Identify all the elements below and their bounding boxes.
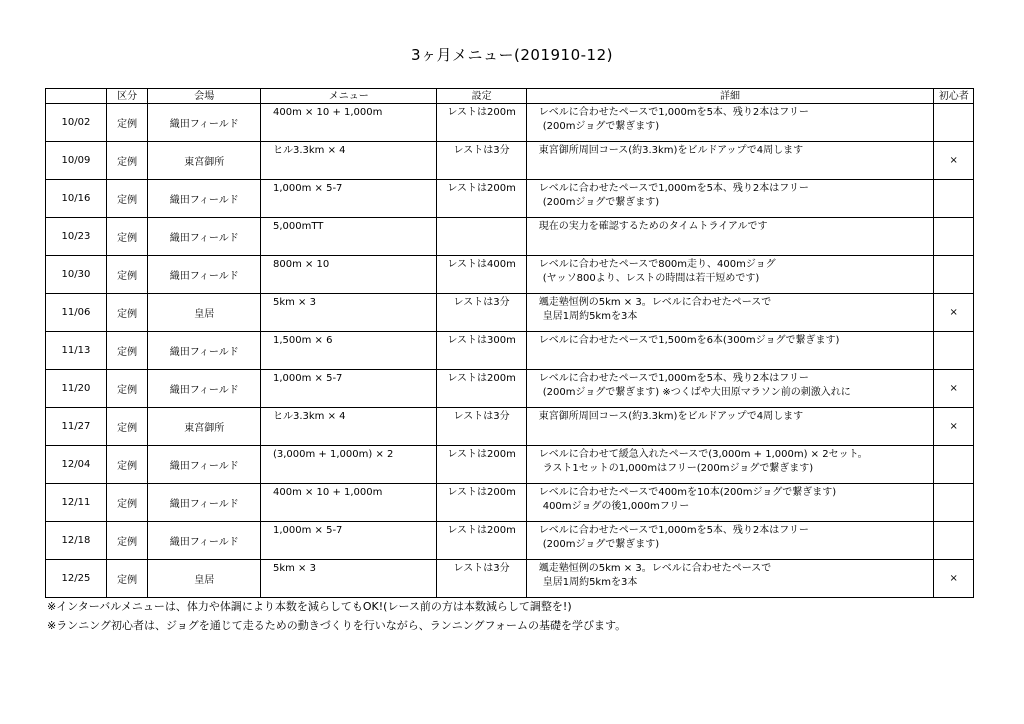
row-detail-line2: 400mジョグの後1,000mフリー: [542, 501, 690, 512]
row-beginner: [934, 484, 974, 522]
row-venue: 織田フィールド: [148, 370, 261, 408]
row-date: 11/27: [46, 408, 107, 446]
row-venue: 皇居: [148, 560, 261, 598]
row-type: 定例: [106, 218, 148, 256]
row-type: 定例: [106, 370, 148, 408]
row-menu: 1,000m × 5-7: [260, 370, 436, 408]
row-type: 定例: [106, 180, 148, 218]
table-row: [46, 484, 974, 522]
header-type: 区分: [106, 89, 148, 104]
row-detail: [526, 484, 934, 522]
row-menu: 800m × 10: [260, 256, 436, 294]
row-menu: ヒル3.3km × 4: [260, 408, 436, 446]
header-menu: メニュー: [260, 89, 436, 104]
row-detail: [526, 256, 934, 294]
table-row: [46, 294, 974, 332]
row-venue: 織田フィールド: [148, 484, 261, 522]
table-row: [46, 408, 974, 446]
table-row: [46, 446, 974, 484]
row-date: 10/09: [46, 142, 107, 180]
row-venue: 織田フィールド: [148, 256, 261, 294]
header-beginner: 初心者: [934, 89, 974, 104]
row-setting: レストは200m: [437, 522, 526, 560]
row-type: 定例: [106, 446, 148, 484]
row-type: 定例: [106, 408, 148, 446]
row-setting: レストは3分: [437, 294, 526, 332]
row-venue: 織田フィールド: [148, 104, 261, 142]
row-detail-line1: レベルに合わせたペースで1,500mを6本(300mジョグで繋ぎます): [538, 335, 840, 346]
row-detail: [526, 446, 934, 484]
row-detail-line1: 颯走塾恒例の5km × 3。レベルに合わせたペースで: [538, 297, 772, 308]
row-menu: 400m × 10 + 1,000m: [260, 484, 436, 522]
row-setting: [437, 218, 526, 256]
row-beginner: ×: [934, 294, 974, 332]
row-beginner: [934, 104, 974, 142]
footnotes: [47, 597, 626, 635]
row-detail-line1: 颯走塾恒例の5km × 3。レベルに合わせたペースで: [538, 563, 772, 574]
row-detail-line1: 東宮御所周回コース(約3.3km)をビルドアップで4周します: [538, 145, 804, 156]
row-venue: 東宮御所: [148, 408, 261, 446]
row-venue: 織田フィールド: [148, 332, 261, 370]
row-menu: 1,000m × 5-7: [260, 522, 436, 560]
row-beginner: ×: [934, 560, 974, 598]
row-detail-line2: ラスト1セットの1,000mはフリー(200mジョグで繋ぎます): [542, 463, 814, 474]
row-menu: 5,000mTT: [260, 218, 436, 256]
row-date: 12/04: [46, 446, 107, 484]
row-setting: レストは200m: [437, 484, 526, 522]
footnote-interval: ※インターバルメニューは、体力や体調により本数を減らしてもOK!(レース前の方は本数減らして調整を!): [47, 600, 572, 613]
row-detail-line2: (200mジョグで繋ぎます): [542, 539, 660, 550]
row-beginner: [934, 332, 974, 370]
table-row: [46, 256, 974, 294]
table-header-row: [46, 89, 974, 104]
page-title: 3ヶ月メニュー(201910-12): [410, 46, 613, 64]
row-date: 12/18: [46, 522, 107, 560]
row-detail-line2: (200mジョグで繋ぎます): [542, 121, 660, 132]
row-detail: [526, 560, 934, 598]
row-detail: [526, 294, 934, 332]
row-venue: 皇居: [148, 294, 261, 332]
row-beginner: [934, 446, 974, 484]
row-type: 定例: [106, 256, 148, 294]
row-detail: [526, 180, 934, 218]
footnote-beginner: ※ランニング初心者は、ジョグを通じて走るための動きづくりを行いながら、ランニングフォームの基礎を学びます。: [47, 619, 627, 632]
table-row: [46, 180, 974, 218]
row-setting: レストは400m: [437, 256, 526, 294]
row-detail-line2: 皇居1周約5kmを3本: [542, 311, 638, 322]
row-detail: [526, 408, 934, 446]
row-date: 10/02: [46, 104, 107, 142]
row-setting: レストは200m: [437, 104, 526, 142]
table-row: [46, 560, 974, 598]
row-beginner: [934, 218, 974, 256]
row-detail-line2: (200mジョグで繋ぎます) ※つくばや大田原マラソン前の刺激入れに: [542, 387, 851, 398]
row-date: 10/30: [46, 256, 107, 294]
header-date: [46, 89, 107, 104]
row-type: 定例: [106, 142, 148, 180]
row-date: 10/16: [46, 180, 107, 218]
row-detail-line1: レベルに合わせたペースで400mを10本(200mジョグで繋ぎます): [538, 487, 837, 498]
row-type: 定例: [106, 484, 148, 522]
row-type: 定例: [106, 560, 148, 598]
row-date: 12/11: [46, 484, 107, 522]
row-menu: 1,500m × 6: [260, 332, 436, 370]
row-date: 11/20: [46, 370, 107, 408]
table-row: [46, 142, 974, 180]
row-setting: レストは3分: [437, 408, 526, 446]
row-menu: 1,000m × 5-7: [260, 180, 436, 218]
row-beginner: [934, 180, 974, 218]
row-beginner: [934, 256, 974, 294]
table-row: [46, 522, 974, 560]
row-beginner: ×: [934, 370, 974, 408]
row-detail-line1: 現在の実力を確認するためのタイムトライアルです: [538, 221, 768, 232]
row-detail-line1: レベルに合わせたペースで1,000mを5本、残り2本はフリー: [538, 107, 809, 118]
row-venue: 織田フィールド: [148, 446, 261, 484]
row-detail-line2: 皇居1周約5kmを3本: [542, 577, 638, 588]
header-detail: 詳細: [526, 89, 934, 104]
row-menu: 5km × 3: [260, 560, 436, 598]
row-type: 定例: [106, 104, 148, 142]
row-setting: レストは200m: [437, 180, 526, 218]
row-type: 定例: [106, 522, 148, 560]
row-venue: 東宮御所: [148, 142, 261, 180]
row-detail-line2: (200mジョグで繋ぎます): [542, 197, 660, 208]
table-row: [46, 332, 974, 370]
row-detail-line1: レベルに合わせたペースで800m走り、400mジョグ: [538, 259, 776, 270]
row-menu: 5km × 3: [260, 294, 436, 332]
row-setting: レストは200m: [437, 370, 526, 408]
row-venue: 織田フィールド: [148, 522, 261, 560]
row-detail-line1: レベルに合わせたペースで1,000mを5本、残り2本はフリー: [538, 183, 809, 194]
row-detail-line1: レベルに合わせたペースで1,000mを5本、残り2本はフリー: [538, 525, 809, 536]
row-venue: 織田フィールド: [148, 218, 261, 256]
row-beginner: ×: [934, 408, 974, 446]
row-venue: 織田フィールド: [148, 180, 261, 218]
table-row: [46, 370, 974, 408]
row-detail: [526, 522, 934, 560]
row-detail-line2: (ヤッソ800より、レストの時間は若干短めです): [542, 273, 760, 284]
row-detail-line1: レベルに合わせたペースで1,000mを5本、残り2本はフリー: [538, 373, 809, 384]
row-beginner: [934, 522, 974, 560]
row-type: 定例: [106, 332, 148, 370]
row-menu: 400m × 10 + 1,000m: [260, 104, 436, 142]
row-menu: ヒル3.3km × 4: [260, 142, 436, 180]
row-menu: (3,000m + 1,000m) × 2: [260, 446, 436, 484]
row-date: 11/06: [46, 294, 107, 332]
header-setting: 設定: [437, 89, 526, 104]
row-setting: レストは3分: [437, 142, 526, 180]
row-detail-line1: 東宮御所周回コース(約3.3km)をビルドアップで4周します: [538, 411, 804, 422]
header-venue: 会場: [148, 89, 261, 104]
row-detail: [526, 104, 934, 142]
row-date: 10/23: [46, 218, 107, 256]
row-detail: [526, 370, 934, 408]
table-row: [46, 218, 974, 256]
row-setting: レストは300m: [437, 332, 526, 370]
row-date: 12/25: [46, 560, 107, 598]
schedule-table: [45, 88, 974, 598]
row-beginner: ×: [934, 142, 974, 180]
row-detail: [526, 218, 934, 256]
row-setting: レストは200m: [437, 446, 526, 484]
row-setting: レストは3分: [437, 560, 526, 598]
row-detail: [526, 332, 934, 370]
row-date: 11/13: [46, 332, 107, 370]
table-row: [46, 104, 974, 142]
row-detail-line1: レベルに合わせて緩急入れたペースで(3,000m + 1,000m) × 2セット。: [538, 449, 868, 460]
row-type: 定例: [106, 294, 148, 332]
row-detail: [526, 142, 934, 180]
